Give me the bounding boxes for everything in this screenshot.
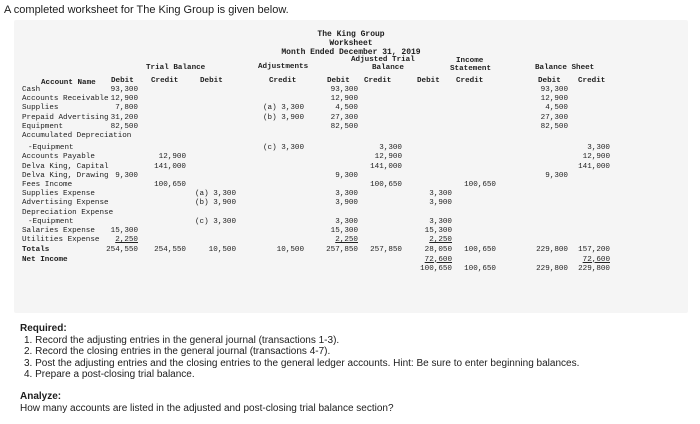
header-adjustments: Adjustments (258, 63, 309, 71)
cell-tb-d: 15,300 (110, 227, 138, 235)
cell-tb-d: 2,250 (115, 236, 138, 245)
cell-ad-c: 12,900 (374, 153, 402, 162)
cell-bs-d: 4,500 (545, 104, 568, 113)
cell-ad-d: 4,500 (335, 104, 358, 113)
account-name: Accounts Payable (22, 153, 95, 162)
account-name: Supplies Expense (22, 190, 95, 199)
account-name: Utilities Expense (22, 236, 100, 245)
account-name: Advertising Expense (22, 199, 109, 208)
cell-is-c: 100,650 (464, 264, 496, 273)
cell-is-d: 3,300 (429, 217, 452, 226)
cell-ad-d: 257,850 (326, 246, 358, 255)
col-atb-debit: Debit (327, 77, 350, 85)
cell-is-d: 28,050 (424, 246, 452, 255)
cell-bs-c: 229,800 (578, 264, 610, 273)
cell-bs-c: 157,200 (578, 246, 610, 255)
header-adjusted-balance: Balance (372, 64, 404, 72)
cell-tb-c: 12,900 (158, 153, 186, 162)
cell-adj-d: (a) 3,300 (194, 190, 236, 199)
cell-is-d: 100,650 (420, 264, 452, 273)
header-income: Income (456, 57, 484, 65)
intro-text: A completed worksheet for The King Group is given below. (4, 4, 289, 16)
cell-adj-c: 10,500 (276, 246, 304, 255)
cell-tb-d: 93,300 (110, 86, 138, 94)
worksheet (14, 20, 688, 313)
cell-bs-d: 229,800 (536, 264, 568, 273)
account-name: Supplies (22, 104, 59, 113)
cell-ad-d: 9,300 (335, 171, 358, 180)
worksheet-company: The King Group (317, 30, 385, 39)
cell-ad-d: 3,900 (335, 199, 358, 208)
header-trial-balance: Trial Balance (146, 64, 206, 72)
cell-is-d: 2,250 (429, 236, 452, 245)
analyze-question: How many accounts are listed in the adjusted and post-closing trial balance section? (20, 402, 394, 414)
col-adj-debit: Debit (200, 77, 223, 85)
instructions (20, 323, 579, 414)
cell-tb-c: 141,000 (154, 162, 186, 171)
cell-tb-d: 12,900 (110, 95, 138, 104)
col-account-name: Account Name (41, 79, 96, 87)
cell-ad-d: 12,900 (330, 95, 358, 104)
col-bs-debit: Debit (538, 77, 561, 85)
account-name: Salaries Expense (22, 227, 95, 235)
account-name: -Equipment (28, 217, 74, 226)
account-name: Delva King, Capital (22, 162, 109, 171)
cell-ad-c: 3,300 (379, 144, 402, 153)
required-item: 3. Post the adjusting entries and the closing entries to the general ledger accounts. Hint: Be sure to enter beginning balances. (24, 357, 580, 369)
account-name: Accounts Receivable (22, 95, 109, 104)
col-is-debit: Debit (417, 77, 440, 85)
cell-ad-c: 257,850 (370, 246, 402, 255)
header-balance-sheet: Balance Sheet (535, 64, 595, 72)
required-heading: Required: (20, 323, 67, 334)
account-name: Net Income (22, 255, 68, 264)
header-adjusted-trial: Adjusted Trial (351, 56, 415, 64)
account-name: Accumulated Depreciation (22, 132, 132, 140)
cell-adj-d: (b) 3,900 (194, 199, 236, 208)
cell-tb-c: 254,550 (154, 246, 186, 255)
cell-ad-d: 3,300 (335, 217, 358, 226)
cell-ad-c: 141,000 (370, 162, 402, 171)
header-statement: Statement (450, 65, 492, 73)
cell-ad-d: 15,300 (330, 227, 358, 235)
cell-bs-c: 3,300 (587, 144, 610, 153)
cell-bs-d: 9,300 (545, 171, 568, 180)
cell-ad-d: 93,300 (330, 86, 358, 94)
cell-tb-d: 9,300 (115, 171, 138, 180)
account-name: Totals (22, 246, 50, 255)
required-item: 2. Record the closing entries in the general journal (transactions 4-7). (24, 346, 331, 358)
account-name: Prepaid Advertising (22, 113, 109, 122)
cell-bs-d: 27,300 (540, 113, 568, 122)
cell-is-d: 3,300 (429, 190, 452, 199)
cell-tb-d: 254,550 (106, 246, 138, 255)
cell-ad-d: 2,250 (335, 236, 358, 245)
cell-adj-c: (c) 3,300 (262, 144, 304, 153)
col-atb-credit: Credit (364, 77, 392, 85)
account-name: Equipment (22, 122, 64, 131)
cell-bs-d: 82,500 (540, 122, 568, 131)
worksheet-period: Month Ended December 31, 2019 (281, 48, 421, 57)
cell-bs-d: 12,900 (540, 95, 568, 104)
col-tb-debit: Debit (111, 77, 134, 85)
cell-ad-d: 82,500 (330, 122, 358, 131)
cell-ad-d: 27,300 (330, 113, 358, 122)
required-item: 1. Record the adjusting entries in the general journal (transactions 1-3). (24, 334, 340, 346)
cell-bs-d: 229,800 (536, 246, 568, 255)
cell-is-d: 72,600 (424, 255, 452, 264)
cell-adj-d: 10,500 (208, 246, 236, 255)
account-name: Fees Income (22, 181, 73, 189)
cell-is-c: 100,650 (464, 246, 496, 255)
cell-is-d: 15,300 (424, 227, 452, 235)
cell-tb-c: 100,650 (154, 181, 186, 189)
col-tb-credit: Credit (151, 77, 179, 85)
cell-adj-d: (c) 3,300 (194, 217, 236, 226)
cell-adj-c: (b) 3,900 (262, 113, 304, 122)
account-name: Cash (22, 86, 41, 94)
cell-bs-c: 72,600 (582, 255, 610, 264)
cell-bs-c: 12,900 (582, 153, 610, 162)
analyze-heading: Analyze: (20, 390, 62, 402)
col-is-credit: Credit (456, 77, 484, 85)
required-item: 4. Prepare a post-closing trial balance. (24, 369, 195, 381)
worksheet-title: Worksheet (329, 39, 373, 48)
cell-tb-d: 7,800 (115, 104, 138, 113)
cell-ad-c: 100,650 (370, 181, 402, 189)
cell-ad-d: 3,300 (335, 190, 358, 199)
col-adj-credit: Credit (269, 77, 297, 85)
account-name: Delva King, Drawing (22, 171, 109, 180)
account-name: -Equipment (28, 144, 74, 153)
cell-bs-c: 141,000 (578, 162, 610, 171)
cell-bs-d: 93,300 (540, 86, 568, 94)
col-bs-credit: Credit (578, 77, 606, 85)
cell-tb-d: 31,200 (110, 113, 138, 122)
cell-is-c: 100,650 (464, 181, 496, 189)
account-name: Depreciation Expense (22, 208, 114, 217)
cell-is-d: 3,900 (429, 199, 452, 208)
cell-adj-c: (a) 3,300 (262, 104, 304, 113)
cell-tb-d: 82,500 (110, 122, 138, 131)
